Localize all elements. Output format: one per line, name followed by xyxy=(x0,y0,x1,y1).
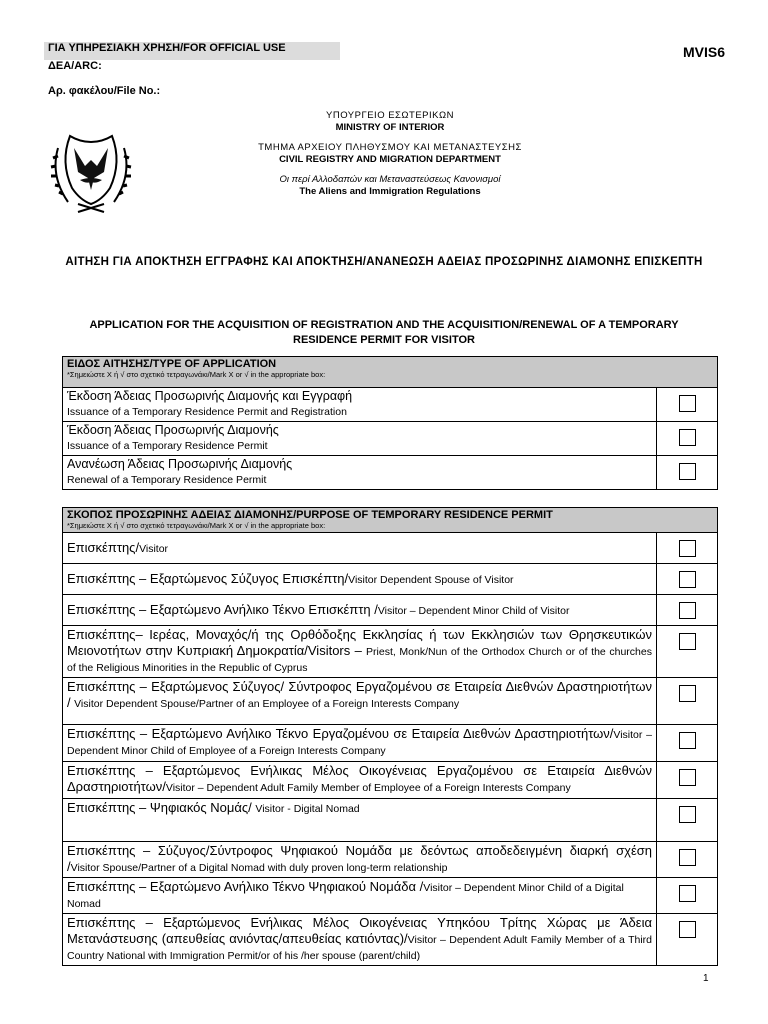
option-greek: Επισκέπτης – Ψηφιακός Νομάς/ xyxy=(67,800,256,815)
checkbox[interactable] xyxy=(679,571,696,588)
form-title-english: APPLICATION FOR THE ACQUISITION OF REGISTRATION AND THE ACQUISITION/RENEWAL OF A TEMPORARY RESIDENCE PERMIT FOR VISITOR xyxy=(89,319,679,346)
option-english: Visitor Spouse/Partner of a Digital Nomad with duly proven long-term relationship xyxy=(70,862,448,874)
option-english: Visitor – Dependent Minor Child of Employee of a Foreign Interests Company xyxy=(67,729,652,757)
option-english: Visitor - Digital Nomad xyxy=(255,803,360,815)
purpose-heading: ΣΚΟΠΟΣ ΠΡΟΣΩΡΙΝΗΣ ΑΔΕΙΑΣ ΔΙΑΜΟΝΗΣ/PURPOSE OF TEMPORARY RESIDENCE PERMIT xyxy=(67,509,553,521)
option-greek: Επισκέπτης/ xyxy=(67,539,140,555)
purpose-row xyxy=(63,533,718,564)
option-english: Issuance of a Temporary Residence Permit xyxy=(67,440,268,452)
application-type-header xyxy=(63,357,718,388)
option-english: Visitor – Dependent Adult Family Member of a Third Country National with Immigration Permit/or of his /her spouse (parent/child) xyxy=(67,934,652,962)
form-title-greek: ΑΙΤΗΣΗ ΓΙΑ ΑΠΟΚΤΗΣΗ ΕΓΓΡΑΦΗΣ ΚΑΙ ΑΠΟΚΤΗΣΗ/ΑΝΑΝΕΩΣΗ ΑΔΕΙΑΣ ΠΡΟΣΩΡΙΝΗΣ ΔΙΑΜΟΝΗΣ ΕΠΙΣΚΕΠΤΗ xyxy=(65,256,703,268)
purpose-row xyxy=(63,799,718,842)
purpose-instruction: *Σημειώστε Χ ή √ στο σχετικό τετραγωνάκι/Mark X or √ in the appropriate box: xyxy=(67,521,326,530)
application-type-row xyxy=(63,388,718,422)
option-greek: Επισκέπτης – Εξαρτώμενο Ανήλικο Τέκνο Επισκέπτη / xyxy=(67,601,378,617)
department-greek: ΤΜΗΜΑ ΑΡΧΕΙΟΥ ΠΛΗΘΥΣΜΟΥ ΚΑΙ ΜΕΤΑΝΑΣΤΕΥΣΗΣ xyxy=(258,142,522,153)
option-greek: Επισκέπτης – Εξαρτώμενος Ενήλικας Μέλος Οικογένειας Υπηκόου Τρίτης Χώρας με Άδεια Μετανάστευσης (απευθείας ανιόντας/απευθείας κατιόντας)/ xyxy=(67,915,652,946)
option-english: Visitor Dependent Spouse/Partner of an Employee of a Foreign Interests Company xyxy=(74,698,460,710)
option-greek: Επισκέπτης – Σύζυγος/Σύντροφος Ψηφιακού Νομάδα με δεόντως αποδεδειγμένη διαρκή σχέση / xyxy=(67,843,652,874)
checkbox[interactable] xyxy=(679,685,696,702)
ministry-greek: ΥΠΟΥΡΓΕΙΟ ΕΣΩΤΕΡΙΚΩΝ xyxy=(326,110,454,121)
option-greek: Επισκέπτης– Ιερέας, Μοναχός/ή της Ορθόδοξης Εκκλησίας ή των Εκκλησιών των Θρησκευτικών Μειονοτήτων στην Κυπριακή Δημοκρατία/Visitors – xyxy=(67,627,652,658)
purpose-row xyxy=(63,595,718,626)
checkbox[interactable] xyxy=(679,921,696,938)
purpose-table xyxy=(62,507,718,966)
department-english: CIVIL REGISTRY AND MIGRATION DEPARTMENT xyxy=(279,154,501,165)
file-number-label: Αρ. φακέλου/File No.: xyxy=(48,85,161,97)
option-english: Visitor – Dependent Adult Family Member of Employee of a Foreign Interests Company xyxy=(165,782,571,794)
option-english: Priest, Monk/Nun of the Orthodox Church or of the churches of the Religious Minorities in the Republic of Cyprus xyxy=(67,646,652,674)
arc-label: ΔΕΑ/ARC: xyxy=(48,60,102,72)
option-greek: Επισκέπτης – Εξαρτώμενος Σύζυγος Επισκέπτη/ xyxy=(67,570,349,586)
option-greek: Έκδοση Άδειας Προσωρινής Διαμονής και Εγγραφή xyxy=(67,389,353,403)
option-greek: Ανανέωση Άδειας Προσωρινής Διαμονής xyxy=(67,457,293,471)
option-english: Visitor Dependent Spouse of Visitor xyxy=(348,573,514,586)
ministry-english: MINISTRY OF INTERIOR xyxy=(335,122,445,133)
purpose-row xyxy=(63,678,718,725)
application-type-row xyxy=(63,422,718,456)
option-greek: Επισκέπτης – Εξαρτώμενο Ανήλικο Τέκνο Εργαζομένου σε Εταιρεία Διεθνών Δραστηριοτήτων/ xyxy=(67,726,614,741)
checkbox[interactable] xyxy=(679,633,696,650)
option-greek: Επισκέπτης – Εξαρτώμενο Ανήλικο Τέκνο Ψηφιακού Νομάδα / xyxy=(67,879,424,894)
checkbox[interactable] xyxy=(679,806,696,823)
purpose-header xyxy=(63,508,718,533)
checkbox[interactable] xyxy=(679,769,696,786)
purpose-row xyxy=(63,564,718,595)
checkbox[interactable] xyxy=(679,885,696,902)
application-type-instruction: *Σημειώστε Χ ή √ στο σχετικό τετραγωνάκι/Mark X or √ in the appropriate box: xyxy=(67,370,326,379)
checkbox[interactable] xyxy=(679,395,696,412)
option-greek: Έκδοση Άδειας Προσωρινής Διαμονής xyxy=(67,423,279,437)
checkbox[interactable] xyxy=(679,429,696,446)
checkbox[interactable] xyxy=(679,849,696,866)
option-english: Issuance of a Temporary Residence Permit and Registration xyxy=(67,406,347,418)
option-greek: Επισκέπτης – Εξαρτώμενος Ενήλικας Μέλος Οικογένειας Εργαζομένου σε Εταιρεία Διεθνών Δραστηριοτήτων/ xyxy=(67,763,652,794)
option-greek: Επισκέπτης – Εξαρτώμενος Σύζυγος/ Σύντροφος Εργαζομένου σε Εταιρεία Διεθνών Δραστηριοτήτων / xyxy=(67,679,652,710)
purpose-row xyxy=(63,626,718,678)
option-english: Renewal of a Temporary Residence Permit xyxy=(67,474,267,486)
form-code: MVIS6 xyxy=(683,44,726,60)
option-english: Visitor – Dependent Minor Child of Visitor xyxy=(377,604,570,617)
checkbox[interactable] xyxy=(679,602,696,619)
application-type-row xyxy=(63,456,718,490)
regulations-greek: Οι περί Αλλοδαπών και Μεταναστεύσεως Κανονισμοί xyxy=(279,174,501,185)
purpose-row xyxy=(63,842,718,878)
coat-of-arms-emblem xyxy=(50,132,132,214)
purpose-row xyxy=(63,725,718,762)
official-use-label: ΓΙΑ ΥΠΗΡΕΣΙΑΚΗ ΧΡΗΣΗ/FOR OFFICIAL USE xyxy=(44,42,340,60)
application-type-heading: ΕΙΔΟΣ ΑΙΤΗΣΗΣ/TYPE OF APPLICATION xyxy=(67,358,277,370)
regulations-english: The Aliens and Immigration Regulations xyxy=(299,186,481,197)
purpose-row xyxy=(63,762,718,799)
page-number: 1 xyxy=(703,973,709,984)
purpose-row xyxy=(63,914,718,966)
checkbox[interactable] xyxy=(679,732,696,749)
option-english: Visitor xyxy=(139,542,169,555)
checkbox[interactable] xyxy=(679,540,696,557)
ministry-header xyxy=(230,110,550,198)
application-type-table xyxy=(62,356,718,490)
option-english: Visitor – Dependent Minor Child of a Digital Nomad xyxy=(67,882,624,910)
checkbox[interactable] xyxy=(679,463,696,480)
purpose-row xyxy=(63,878,718,914)
